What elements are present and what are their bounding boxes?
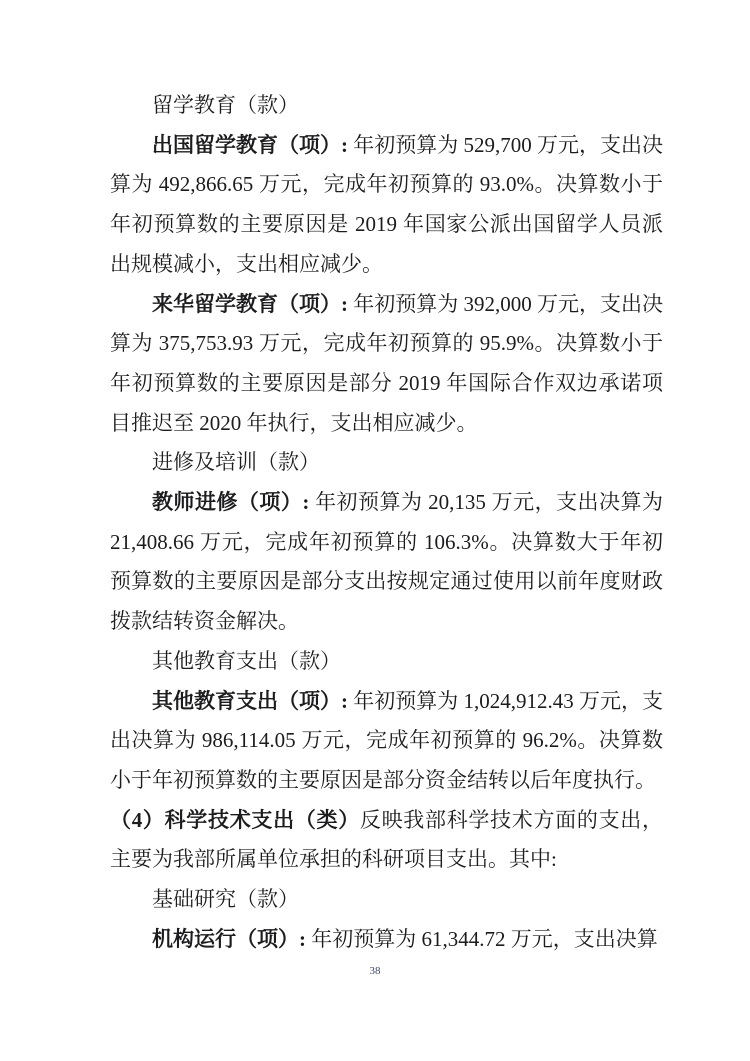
paragraph-body: 年初预算为 1,024,912.43 万元，支出决算为 986,114.05 万元，完成年初预算的 96.2%。决算数小于年初预算数的主要原因是部分资金结转以后年度执行。 <box>110 688 663 792</box>
paragraph-body: 年初预算为 392,000 万元，支出决算为 375,753.93 万元，完成年初预算的 95.9%。决算数小于年初预算数的主要原因是部分 2019 年国际合作双边承诺项目推迟至 2020 年执行，支出相应减少。 <box>110 291 663 435</box>
document-content <box>110 86 663 959</box>
paragraph-lead: （4）科学技术支出（类） <box>110 807 360 832</box>
paragraph-teacher-training <box>110 483 663 642</box>
paragraph-science-technology <box>110 801 663 880</box>
page-number: 38 <box>369 965 381 977</box>
paragraph-body: 年初预算为 20,135 万元，支出决算为 21,408.66 万元，完成年初预算的 106.3%。决算数大于年初预算数的主要原因是部分支出按规定通过使用以前年度财政拨款结转资金解决。 <box>110 490 663 634</box>
paragraph-study-in-china <box>110 285 663 444</box>
paragraph-lead: 其他教育支出（项）: <box>152 688 354 713</box>
paragraph-institution-operation <box>110 920 663 960</box>
paragraph-body: 年初预算为 61,344.72 万元，支出决算 <box>311 926 658 951</box>
section-heading-training: 进修及培训（款） <box>152 450 320 475</box>
paragraph-lead: 出国留学教育（项）: <box>152 132 354 157</box>
paragraph-lead: 教师进修（项）: <box>152 490 316 515</box>
section-heading-other-education: 其他教育支出（款） <box>152 648 341 673</box>
paragraph-body: 反映我部科学技术方面的支出，主要为我部所属单位承担的科研项目支出。其中: <box>110 807 664 872</box>
paragraph-other-education <box>110 682 663 801</box>
section-heading-overseas-education: 留学教育（款） <box>152 93 299 117</box>
section-heading-basic-research: 基础研究（款） <box>152 887 299 912</box>
paragraph-study-abroad <box>110 126 663 285</box>
paragraph-lead: 来华留学教育（项）: <box>152 291 354 316</box>
paragraph-body: 年初预算为 529,700 万元，支出决算为 492,866.65 万元，完成年初预算的 93.0%。决算数小于年初预算数的主要原因是 2019 年国家公派出国留学人员派出规模减小，支出相应减少。 <box>110 132 663 276</box>
paragraph-lead: 机构运行（项）: <box>152 926 312 951</box>
